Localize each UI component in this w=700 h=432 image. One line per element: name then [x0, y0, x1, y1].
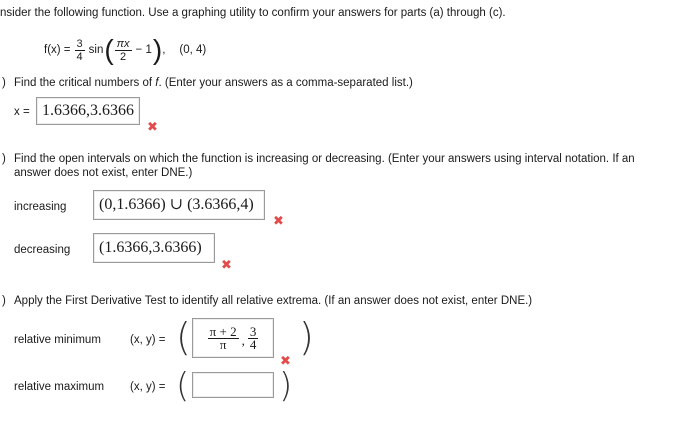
argument-denominator: 2 — [120, 50, 127, 63]
incorrect-icon: ✖ — [147, 119, 158, 134]
min-y-numerator: 3 — [249, 323, 257, 339]
part-c-marker: ) — [2, 295, 6, 307]
decreasing-input[interactable]: (1.6366,3.6366) — [93, 233, 215, 263]
part-a-prompt-tail: . (Enter your answers as a comma-separated list.) — [158, 77, 413, 89]
coefficient-fraction — [75, 38, 85, 63]
relative-minimum-label: relative minimum — [14, 334, 101, 346]
part-a-prompt-text: Find the critical numbers of — [14, 77, 156, 89]
incorrect-icon: ✖ — [273, 213, 284, 228]
interval: (0, 4) — [179, 44, 207, 56]
part-b-prompt-line1: Find the open intervals on which the function is increasing or decreasing. (Enter your answers using interval notation. If an — [14, 153, 635, 165]
open-paren: ( — [104, 34, 114, 65]
max-open-paren: ( — [176, 366, 190, 406]
coefficient-numerator: 3 — [76, 37, 83, 50]
argument-numerator: πx — [116, 37, 130, 50]
critical-numbers-label: x = — [14, 106, 30, 118]
min-close-paren: ) — [299, 315, 314, 359]
part-a-marker: ) — [2, 77, 6, 89]
relative-minimum-input[interactable] — [192, 318, 274, 358]
relative-maximum-xy-label: (x, y) = — [130, 381, 166, 393]
decreasing-label: decreasing — [14, 244, 71, 256]
min-answer-comma: , — [241, 333, 245, 348]
function-lhs: f(x) = — [44, 44, 71, 56]
min-open-paren: ( — [176, 315, 191, 359]
function-definition — [44, 35, 206, 65]
part-b-prompt-line2: answer does not exist, enter DNE.) — [14, 167, 193, 179]
function-comma: , — [162, 44, 166, 56]
argument-fraction — [115, 38, 132, 63]
argument-minus-one: − 1 — [135, 44, 152, 56]
relative-maximum-label: relative maximum — [14, 381, 105, 393]
min-x-fraction — [208, 323, 239, 352]
increasing-input[interactable]: (0,1.6366) ∪ (3.6366,4) — [93, 190, 265, 220]
max-close-paren: ) — [279, 366, 293, 406]
increasing-label: increasing — [14, 201, 67, 213]
trig-function: sin — [88, 44, 104, 56]
incorrect-icon: ✖ — [280, 353, 291, 368]
min-y-fraction — [248, 323, 259, 352]
coefficient-denominator: 4 — [76, 50, 83, 63]
relative-maximum-input[interactable] — [192, 372, 274, 398]
min-x-denominator: π — [219, 336, 227, 352]
part-a-prompt-var: f — [155, 77, 159, 89]
part-b-marker: ) — [2, 153, 6, 165]
question-intro: nsider the following function. Use a graphing utility to confirm your answers for parts (a) through (c). — [0, 7, 506, 19]
close-paren: ) — [152, 34, 163, 65]
part-a-prompt — [14, 76, 413, 90]
part-c-prompt: Apply the First Derivative Test to identify all relative extrema. (If an answer does not exist, enter DNE.) — [14, 295, 533, 307]
critical-numbers-input[interactable]: 1.6366,3.6366 — [36, 97, 140, 125]
min-x-numerator: π + 2 — [209, 323, 237, 339]
relative-minimum-xy-label: (x, y) = — [130, 334, 166, 346]
min-y-denominator: 4 — [249, 336, 257, 352]
incorrect-icon: ✖ — [221, 257, 232, 272]
